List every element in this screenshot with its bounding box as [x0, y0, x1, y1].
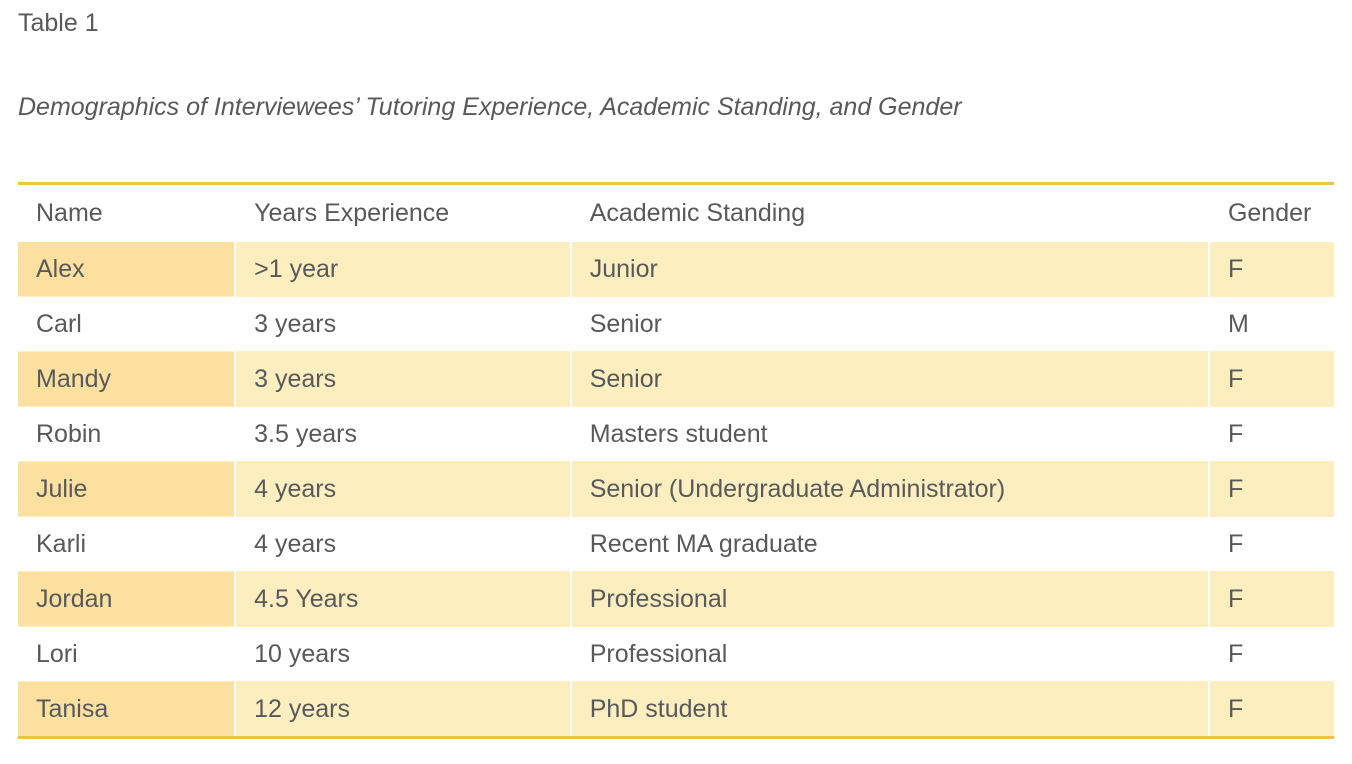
- cell-years: 4 years: [235, 462, 571, 517]
- demographics-table: [18, 182, 1334, 739]
- cell-years: 12 years: [235, 682, 571, 738]
- table-label: Table 1: [18, 9, 99, 37]
- table-row: [18, 407, 1334, 462]
- cell-name: Karli: [18, 517, 235, 572]
- cell-standing: Masters student: [571, 407, 1209, 462]
- table-container: [16, 182, 1336, 739]
- cell-standing: Senior: [571, 352, 1209, 407]
- table-row: [18, 352, 1334, 407]
- cell-name: Julie: [18, 462, 235, 517]
- cell-name: Robin: [18, 407, 235, 462]
- table-row: [18, 297, 1334, 352]
- cell-gender: F: [1209, 407, 1334, 462]
- cell-years: 3 years: [235, 297, 571, 352]
- cell-years: 3 years: [235, 352, 571, 407]
- cell-standing: Recent MA graduate: [571, 517, 1209, 572]
- cell-name: Mandy: [18, 352, 235, 407]
- cell-years: 10 years: [235, 627, 571, 682]
- cell-standing: Professional: [571, 627, 1209, 682]
- cell-name: Lori: [18, 627, 235, 682]
- table-row: [18, 682, 1334, 738]
- table-header: [18, 184, 1334, 243]
- column-header-years-experience: Years Experience: [235, 184, 571, 243]
- cell-standing: Senior (Undergraduate Administrator): [571, 462, 1209, 517]
- cell-gender: F: [1209, 517, 1334, 572]
- table-body: [18, 242, 1334, 738]
- table-row: [18, 572, 1334, 627]
- table-row: [18, 242, 1334, 297]
- cell-gender: F: [1209, 462, 1334, 517]
- cell-gender: F: [1209, 627, 1334, 682]
- table-row: [18, 462, 1334, 517]
- cell-years: 3.5 years: [235, 407, 571, 462]
- column-header-name: Name: [18, 184, 235, 243]
- cell-gender: F: [1209, 352, 1334, 407]
- table-caption: Demographics of Interviewees’ Tutoring Experience, Academic Standing, and Gender: [18, 93, 962, 121]
- table-row: [18, 517, 1334, 572]
- cell-years: >1 year: [235, 242, 571, 297]
- table-header-row: [18, 184, 1334, 243]
- cell-name: Jordan: [18, 572, 235, 627]
- column-header-gender: Gender: [1209, 184, 1334, 243]
- cell-gender: M: [1209, 297, 1334, 352]
- cell-gender: F: [1209, 572, 1334, 627]
- cell-name: Carl: [18, 297, 235, 352]
- column-header-academic-standing: Academic Standing: [571, 184, 1209, 243]
- cell-standing: Senior: [571, 297, 1209, 352]
- cell-name: Tanisa: [18, 682, 235, 738]
- cell-years: 4 years: [235, 517, 571, 572]
- cell-gender: F: [1209, 682, 1334, 738]
- cell-standing: Professional: [571, 572, 1209, 627]
- cell-standing: PhD student: [571, 682, 1209, 738]
- cell-gender: F: [1209, 242, 1334, 297]
- cell-years: 4.5 Years: [235, 572, 571, 627]
- cell-standing: Junior: [571, 242, 1209, 297]
- cell-name: Alex: [18, 242, 235, 297]
- table-row: [18, 627, 1334, 682]
